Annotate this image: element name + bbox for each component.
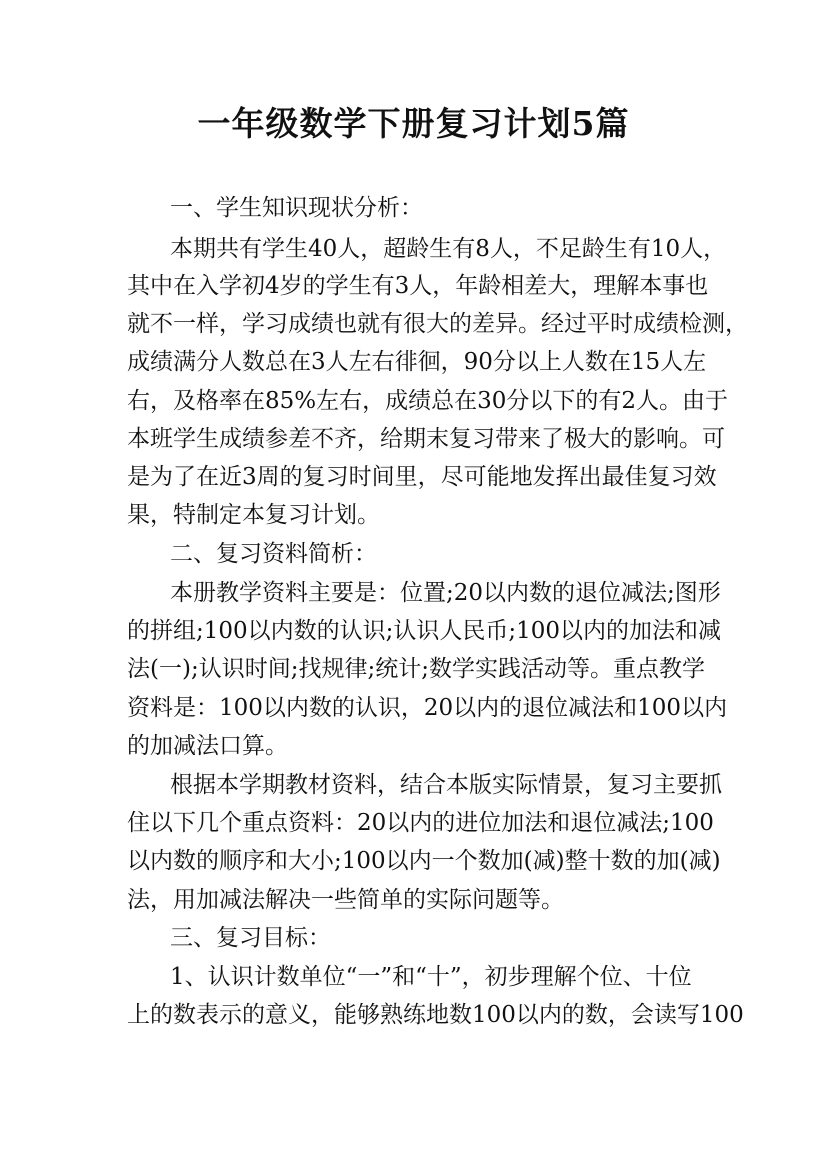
section-heading-text: 二、复习资料简析： [170, 541, 377, 567]
body-line-text: 资料是：100以内数的认识，20以内的退位减法和100以内 [127, 695, 728, 721]
section-heading-text: 一、学生知识现状分析： [170, 195, 423, 221]
body-line-text: 的拼组;100以内数的认识;认识人民币;100以内的加法和减 [127, 618, 722, 644]
body-line-text: 1、认识计数单位“一”和“十”，初步理解个位、十位 [170, 964, 692, 990]
section-heading-text: 三、复习目标： [170, 925, 331, 951]
body-line-text: 其中在入学初4岁的学生有3人，年龄相差大，理解本事也 [127, 273, 709, 299]
body-line-text: 右，及格率在85%左右，成绩总在30分以下的有2人。由于 [127, 388, 729, 414]
body-line-text: 以内数的顺序和大小;100以内一个数加(减)整十数的加(减) [127, 848, 721, 874]
body-line-text: 的加减法口算。 [127, 733, 288, 759]
document-title: 一年级数学下册复习计划5篇 [197, 104, 630, 143]
body-line-text: 果，特制定本复习计划。 [127, 502, 380, 528]
body-line-text: 住以下几个重点资料：20以内的进位加法和退位减法;100 [127, 810, 714, 836]
body-line-text: 上的数表示的意义，能够熟练地数100以内的数，会读写100 [127, 1002, 744, 1028]
body-line-text: 本期共有学生40人，超龄生有8人，不足龄生有10人， [170, 236, 727, 262]
body-line-text: 法(一);认识时间;找规律;统计;数学实践活动等。重点教学 [127, 656, 705, 682]
body-line-text: 本册教学资料主要是：位置;20以内数的退位减法;图形 [170, 580, 721, 606]
body-line-text: 法，用加减法解决一些简单的实际问题等。 [127, 887, 564, 913]
body-line-text: 成绩满分人数总在3人左右徘徊，90分以上人数在15人左 [127, 349, 707, 375]
body-line-text: 就不一样，学习成绩也就有很大的差异。经过平时成绩检测， [127, 311, 748, 337]
body-line-text: 根据本学期教材资料，结合本版实际情景，复习主要抓 [170, 772, 722, 798]
body-line-text: 是为了在近3周的复习时间里，尽可能地发挥出最佳复习效 [127, 464, 717, 490]
body-line-text: 本班学生成绩参差不齐，给期末复习带来了极大的影响。可 [127, 426, 725, 452]
